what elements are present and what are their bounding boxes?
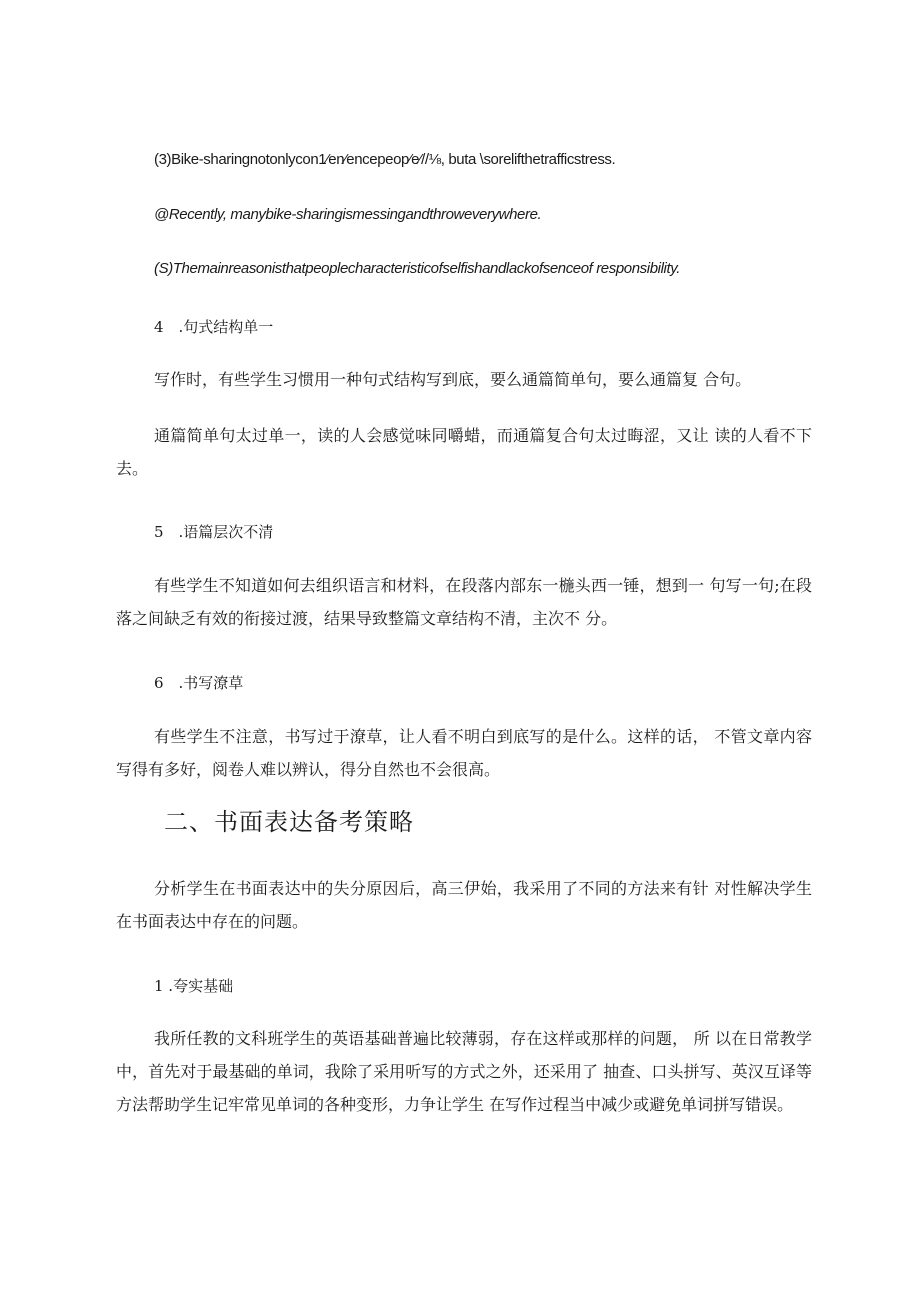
item-4-paragraph-2: 通篇简单句太过单一，读的人会感觉味同嚼蜡，而通篇复合句太过晦涩，又让 读的人看不下去。 — [116, 426, 812, 478]
item-5-heading: 5 .语篇层次不清 — [154, 523, 274, 541]
item-6-paragraph-1: 有些学生不注意，书写过于潦草，让人看不明白到底写的是什么。这样的话， 不管文章内容写得有多好，阅卷人难以辨认，得分自然也不会很高。 — [116, 727, 812, 779]
example-sentence-5: (S)Themainreasonisthatpeoplecharacteristicofselfishandlackofsenceof responsibility. — [154, 260, 680, 277]
item-5-paragraph-1: 有些学生不知道如何去组织语言和材料，在段落内部东一椸头西一锤，想到一 句写一句;在段落之间缺乏有效的衔接过渡，结果导致整篇文章结构不清，主次不 分。 — [116, 576, 812, 628]
example-sentence-3 — [154, 150, 615, 170]
item-6-heading: 6 .书写潦草 — [154, 674, 244, 692]
section-2-title: 二、书面表达备考策略 — [164, 808, 414, 836]
example-sentence-3-text: (3)Bike-sharingnotonlycon1⁄en⁄encepeop⁄e⁄//⅛, buta \sorelifthetrafficstress. — [154, 151, 616, 168]
section-2-intro: 分析学生在书面表达中的失分原因后，高三伊始，我采用了不同的方法来有针 对性解决学生在书面表达中存在的问题。 — [116, 879, 812, 931]
section-2-sub-1-paragraph: 我所任教的文科班学生的英语基础普遍比较薄弱，存在这样或那样的问题， 所 以在日常教学中，首先对于最基础的单词，我除了采用听写的方式之外，还采用了 抽查、口头拼写、英汉互译等方法帮助学生记牢常见单词的各种变形，力争让学生 在写作过程当中减少或避免单词拼写错误。 — [116, 1029, 812, 1114]
example-sentence-4: @Recently, manybike-sharingismessingandthroweverywhere. — [154, 206, 542, 223]
item-4-paragraph-1: 写作时，有些学生习惯用一种句式结构写到底，要么通篇简单句，要么通篇复 合句。 — [154, 370, 752, 389]
section-2-sub-1-heading: 1 .夸实基础 — [154, 977, 234, 995]
item-4-heading: 4 .句式结构单一 — [154, 318, 274, 336]
